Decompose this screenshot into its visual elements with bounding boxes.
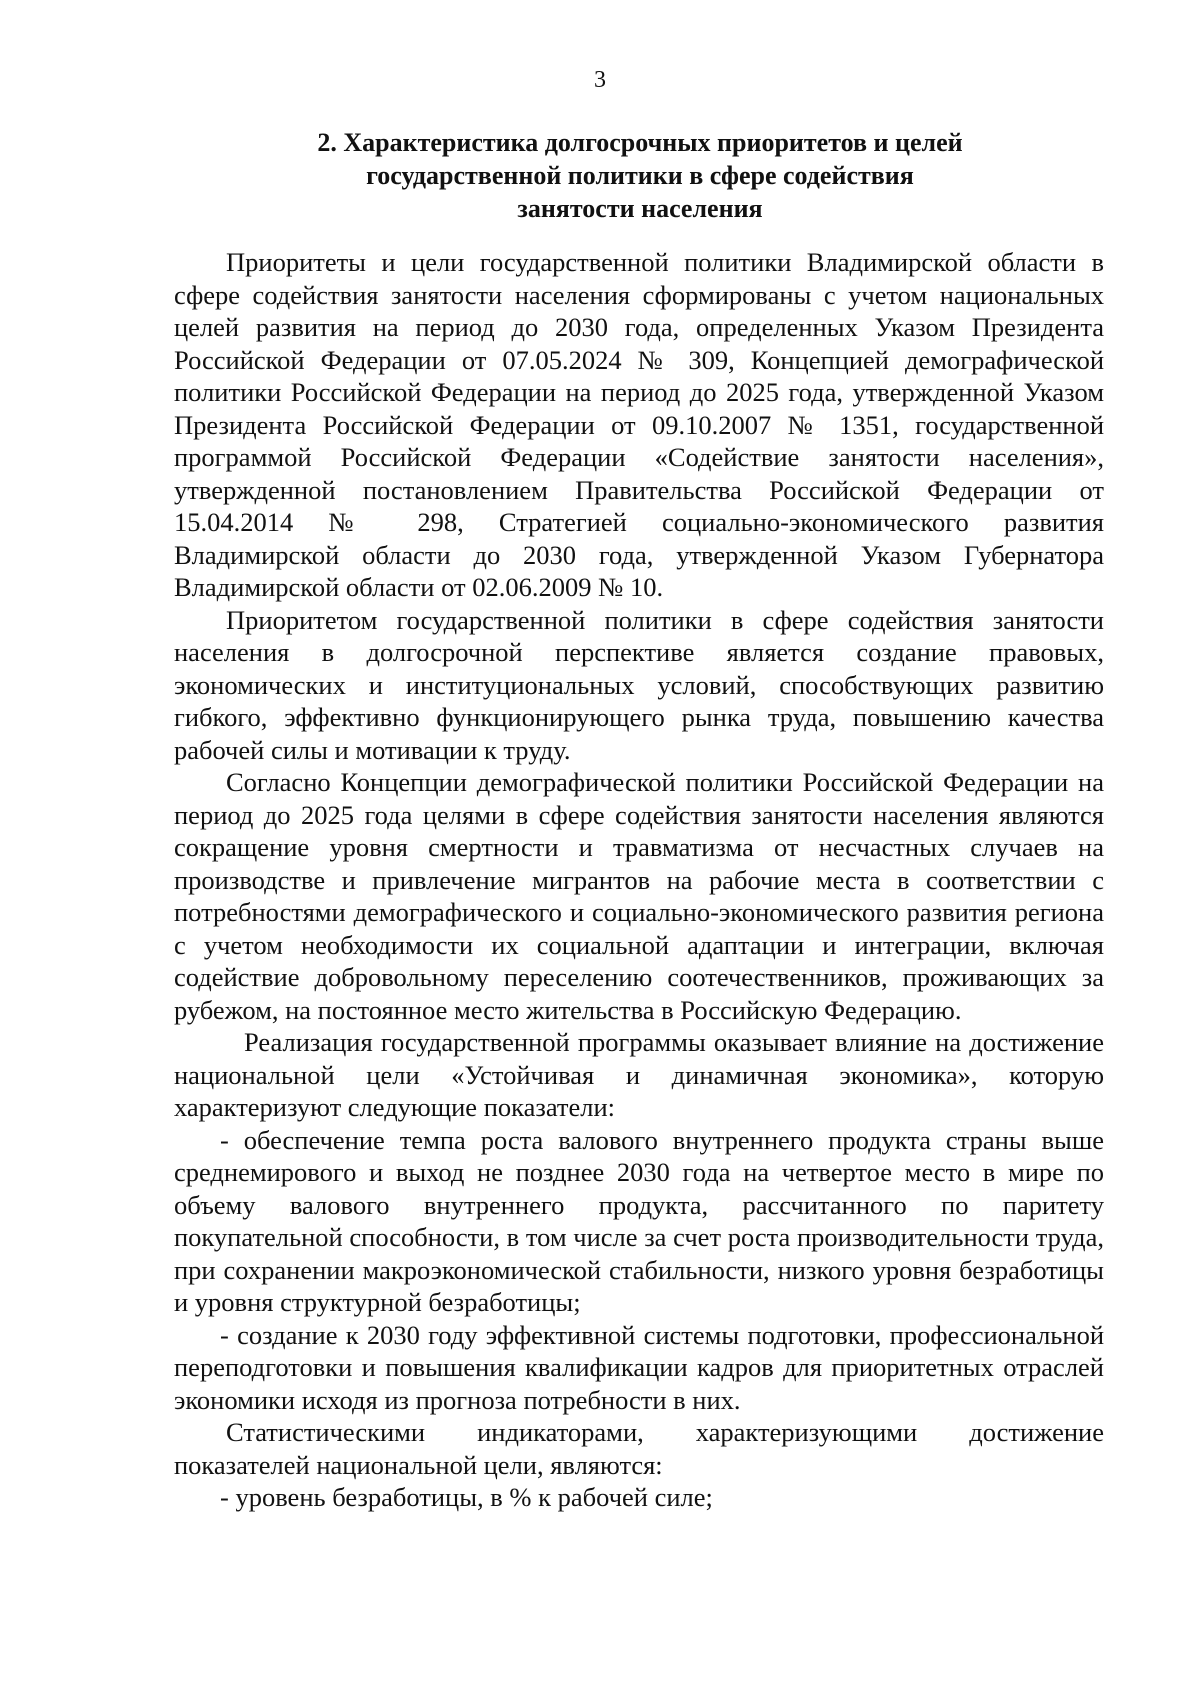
paragraph-long-term-priority: Приоритетом государственной политики в сфере содействия занятости населения в долгосрочной перспективе является создание правовых, экономических и институциональных условий, способствующих развитию гибкого, эффективно функционирующего рынка труда, повышению качества рабочей силы и мотивации к труду.: [174, 604, 1104, 765]
paragraph-priorities: Приоритеты и цели государственной политики Владимирской области в сфере содействия занятости населения сформированы с учетом национальных целей развития на период до 2030 года, определенных Указом Президента Российской Федерации от 07.05.2024 № 309, Концепцией демографической политики Российской Федерации на период до 2025 года, утвержденной Указом Президента Российской Федерации от 09.10.2007 № 1351, государственной программой Российской Федерации «Содействие занятости населения», утвержденной постановлением Правительства Российской Федерации от 15.04.2014 № 298, Стратегией социально-экономического развития Владимирской области до 2030 года, утвержденной Указом Губернатора Владимирской области от 02.06.2009 № 10.: [174, 247, 1104, 602]
page-number: 3: [594, 67, 606, 93]
paragraph-demographic-concept: Согласно Концепции демографической политики Российской Федерации на период до 2025 года целями в сфере содействия занятости населения являются сокращение уровня смертности и травматизма от несчастных случаев на производстве и привлечение мигрантов на рабочие места в соответствии с потребностями демографического и социально-экономического развития региона с учетом необходимости их социальной адаптации и интеграции, включая содействие добровольному переселению соотечественников, проживающих за рубежом, на постоянное место жительства в Российскую Федерацию.: [174, 767, 1104, 1025]
list-item-unemployment-rate: - уровень безработицы, в % к рабочей силе;: [220, 1482, 713, 1512]
list-item-training-system: - создание к 2030 году эффективной системы подготовки, профессиональной переподготовки и повышения квалификации кадров для приоритетных отраслей экономики исходя из прогноза потребности в них.: [174, 1319, 1104, 1415]
section-heading: [170, 126, 1110, 225]
paragraph-statistical-indicators: Статистическими индикаторами, характеризующими достижение показателей национальной цели, являются:: [174, 1417, 1104, 1480]
section-heading-line-1: 2. Характеристика долгосрочных приоритетов и целей: [317, 128, 963, 157]
section-heading-line-3: занятости населения: [517, 194, 763, 223]
paragraph-national-goal: Реализация государственной программы оказывает влияние на достижение национальной цели «Устойчивая и динамичная экономика», которую характеризуют следующие показатели:: [174, 1027, 1104, 1122]
document-body: [174, 246, 1104, 1514]
list-item-gdp-growth: - обеспечение темпа роста валового внутреннего продукта страны выше среднемирового и выход не позднее 2030 года на четвертое место в мире по объему валового внутреннего продукта, рассчитанного по паритету покупательной способности, в том числе за счет роста производительности труда, при сохранении макроэкономической стабильности, низкого уровня безработицы и уровня структурной безработицы;: [174, 1124, 1104, 1317]
section-heading-line-2: государственной политики в сфере содействия: [366, 161, 914, 190]
